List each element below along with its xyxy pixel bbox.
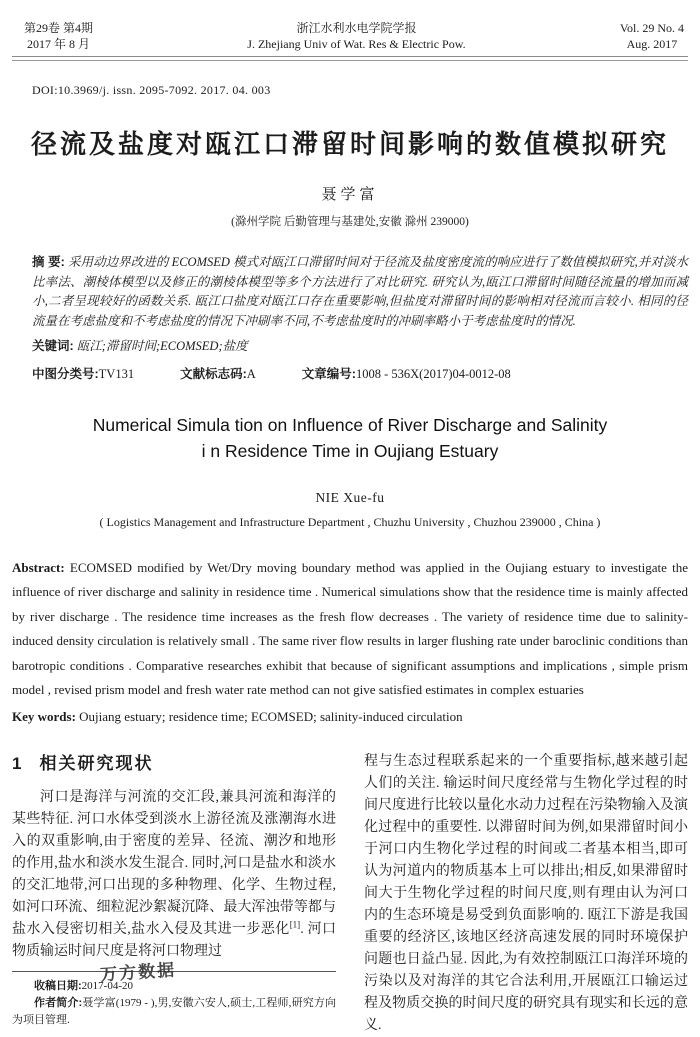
- clc-value: TV131: [98, 366, 135, 381]
- journal-header: [12, 0, 688, 52]
- document-code-label: 文献标志码:: [180, 366, 247, 381]
- article-title-en-line2: i n Residence Time in Oujiang Estuary: [201, 440, 499, 461]
- abstract-zh-label: 摘 要:: [32, 255, 65, 269]
- citation-marker: [1]: [289, 918, 301, 929]
- doi-line: DOI:10.3969/j. issn. 2095-7092. 2017. 04. 003: [32, 83, 271, 97]
- body-paragraph-left: [12, 787, 336, 963]
- article-id-value: 1008 - 536X(2017)04-0012-08: [355, 366, 511, 381]
- section-heading: [12, 753, 336, 775]
- article-title-en: [12, 412, 688, 464]
- author-name-en: NIE Xue-fu: [315, 489, 385, 505]
- article-title-en-line1: Numerical Simula tion on Influence of River Discharge and Salinity: [92, 414, 608, 435]
- abstract-en: [12, 556, 688, 703]
- keywords-zh-label: 关键词:: [32, 339, 74, 353]
- abstract-zh-text: 采用动边界改进的 ECOMSED 模式对瓯江口滞留时间对于径流及盐度密度流的响应进行了数值模拟研究,并对淡水比率法、潮棱体模型以及修正的潮棱体模型等多个方法进行了对比研究. 研究认为,瓯江口滞留时间随径流量的增加而减小,二者呈现较好的函数关系. 瓯江口盐度对瓯江口存在重要影响,但盐度对滞留时间的影响相对径流而言较小. 相同的径流量在考虑盐度和不考虑盐度的情况下冲刷率不同,不考虑盐度时的冲刷率略小于考虑盐度时的情况.: [32, 255, 689, 328]
- section-title: 相关研究现状: [39, 753, 154, 773]
- keywords-en-text: Oujiang estuary; residence time; ECOMSED; salinity-induced circulation: [79, 708, 463, 724]
- article-id: [302, 364, 511, 382]
- body-columns: [12, 751, 688, 1037]
- keywords-zh-text: 瓯江;滞留时间;ECOMSED;盐度: [76, 339, 248, 353]
- publish-date-zh: 2017 年 8 月: [27, 37, 91, 51]
- wanfang-watermark: 万方数据: [99, 960, 177, 985]
- clc-label: 中图分类号:: [32, 366, 99, 381]
- abstract-en-text: ECOMSED modified by Wet/Dry moving boundary method was applied in the Oujiang estuary to investigate the influence of river discharge and salinity in residence time . Numerical simulations show that the residence time is mainly affected by river discharge . The residence time increases as the fresh flow decreases . The variety of residence time due to salinity-induced density circulation is relatively small . The same river flow results in larger flushing rate under baroclinic conditions than barotropic conditions . Comparative researches exhibit that because of significant assumptions and implications , simple prism model , revised prism model and fresh water rate method can not give satisfied estimates in complex estuaries: [12, 559, 688, 697]
- journal-name-block: [247, 20, 465, 52]
- received-date-label: 收稿日期:: [34, 979, 82, 992]
- body-text-before-ref: 河口是海洋与河流的交汇段,兼具河流和海洋的某些特征. 河口水体受到淡水上游径流及涨潮海水进入的双重影响,由于密度的差异、径流、潮汐和地形的作用,盐水和淡水发生混合. 同时,河口是盐水和淡水的交汇地带,河口出现的多种物理、化学、生物过程,如河口环流、细粒泥沙絮凝沉降、最大浑浊带等都与盐水入侵密切相关,盐水入侵及其进一步恶化: [12, 789, 336, 937]
- affiliation-zh: (滁州学院 后勤管理与基建处,安徽 滁州 239000): [231, 216, 469, 228]
- affiliation-en: ( Logistics Management and Infrastructure Department , Chuzhu University , Chuzhou 239000 , China ): [99, 514, 601, 529]
- journal-name-en: J. Zhejiang Univ of Wat. Res & Electric Pow.: [247, 37, 466, 51]
- author-bio-value: 聂学富(1979 - ),男,安徽六安人,硕士,工程师,研究方向为项目管理.: [12, 996, 336, 1026]
- body-paragraph-right: 程与生态过程联系起来的一个重要指标,越来越引起人们的关注. 输运时间尺度经常与生物化学过程的时间尺度进行比较以量化水动力过程在污染物输入及演化过程中的重要性. 以滞留时间为例,如果滞留时间小于河口内生物化学过程的时间或二者基本相当,即可认为河道内的物质基本上可以排出;相反,如果滞留时间大于生物化学过程的时间尺度,则有理由认为河口内的生态环境是易受到负面影响的. 瓯江下游是我国重要的经济区,该地区经济高速发展的同时环境保护问题也日益凸显. 因此,为有效控制瓯江口海洋环境的污染以及对海洋的其它合法利用,开展瓯江口输运过程及物质交换的时间尺度的研究具有现实和长远的意义.: [364, 753, 688, 1033]
- volume-issue-block: [12, 20, 93, 52]
- body-column-left: [12, 751, 336, 1037]
- abstract-zh: [32, 253, 688, 331]
- abstract-en-label: Abstract:: [12, 559, 65, 575]
- document-code-value: A: [246, 366, 256, 381]
- keywords-en: [12, 705, 688, 729]
- classification-line: [32, 364, 688, 382]
- publish-date-en: Aug. 2017: [626, 37, 678, 51]
- body-text-after-ref: . 河口物质输运时间尺度是将河口物理过: [12, 921, 337, 959]
- section-number: 1: [12, 753, 22, 773]
- volume-issue-en: Vol. 29 No. 4: [619, 21, 684, 35]
- author-bio-label: 作者简介:: [34, 996, 83, 1009]
- keywords-zh: [32, 337, 688, 357]
- document-code: [180, 364, 256, 382]
- received-date-value: 2017-04-20: [81, 979, 133, 992]
- keywords-en-label: Key words:: [12, 708, 76, 724]
- body-column-right: [364, 751, 688, 1037]
- volume-issue-en-block: [620, 20, 688, 52]
- header-divider: [12, 56, 688, 61]
- article-title-zh: 径流及盐度对瓯江口滞留时间影响的数值模拟研究: [30, 129, 669, 159]
- author-name-zh: 聂学富: [321, 187, 379, 203]
- journal-name-zh: 浙江水利水电学院学报: [296, 21, 417, 35]
- clc-number: [32, 364, 134, 382]
- volume-issue: 第29卷 第4期: [24, 21, 94, 35]
- article-id-label: 文章编号:: [301, 366, 356, 381]
